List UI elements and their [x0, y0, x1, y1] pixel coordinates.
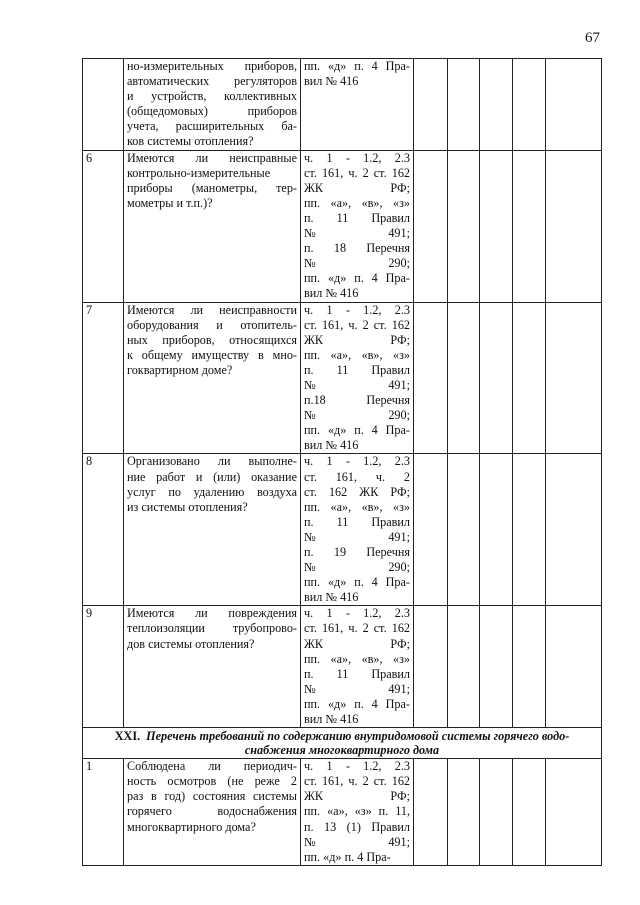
reference-line: пп. «а», «в», «з» — [304, 499, 410, 514]
reference-line: пп. «а», «в», «з» — [304, 651, 410, 666]
reference-line: пп. «д» п. 4 Пра- — [304, 696, 410, 711]
reference-line: ЖК РФ; — [304, 636, 410, 651]
empty-cell — [546, 759, 602, 866]
question-line: горячего водоснабжения — [127, 804, 297, 819]
question-line: Организовано ли выполне- — [127, 454, 297, 469]
reference-line: вил № 416 — [304, 712, 359, 727]
question-line: (общедомовых) приборов — [127, 104, 297, 119]
reference-line: п. 19 Перечня — [304, 545, 410, 559]
question-line: Имеются ли неисправные — [127, 150, 297, 165]
reference-line: ст. 161, ч. 2 ст. 162 — [304, 165, 410, 180]
question-line: многоквартирного дома? — [127, 819, 256, 834]
reference-line: ст. 161, ч. 2 ст. 162 — [304, 621, 410, 636]
reference-line: № 491; — [304, 377, 410, 392]
reference-line: п. 11 Правил — [304, 514, 410, 529]
empty-cell — [414, 59, 448, 151]
empty-cell — [546, 150, 602, 302]
empty-cell — [448, 759, 480, 866]
requirements-table — [82, 58, 602, 866]
requirement-question — [124, 59, 301, 151]
reference-line: пп. «д» п. 4 Пра- — [304, 575, 410, 590]
question-line: ков системы отопления? — [127, 134, 254, 149]
empty-cell — [448, 302, 480, 454]
empty-cell — [546, 302, 602, 454]
reference-line: п. 13 (1) Правил — [304, 819, 410, 834]
table-row — [83, 759, 602, 866]
question-line: учета, расширительных ба- — [127, 119, 297, 134]
reference-line: пп. «а», «в», «з» — [304, 195, 410, 210]
question-line: и устройств, коллективных — [127, 89, 297, 104]
empty-cell — [448, 59, 480, 151]
legal-references — [301, 302, 414, 454]
requirement-question — [124, 302, 301, 454]
empty-cell — [448, 606, 480, 728]
empty-cell — [414, 454, 448, 606]
empty-cell — [414, 606, 448, 728]
reference-line: ЖК РФ; — [304, 789, 410, 804]
question-line: ных приборов, относящихся — [127, 332, 297, 347]
requirement-question — [124, 606, 301, 728]
question-line: ность осмотров (не реже 2 — [127, 774, 297, 789]
legal-references — [301, 606, 414, 728]
question-line: теплоизоляции трубопрово- — [127, 621, 297, 636]
empty-cell — [513, 302, 546, 454]
row-number — [83, 59, 124, 151]
empty-cell — [513, 454, 546, 606]
reference-line: ч. 1 - 1.2, 2.3 — [304, 454, 410, 469]
section-title — [83, 728, 602, 759]
reference-line: ст. 162 ЖК РФ; — [304, 484, 410, 499]
table-row — [83, 150, 602, 302]
question-line: гоквартирном доме? — [127, 362, 233, 377]
reference-line: вил № 416 — [304, 438, 359, 453]
empty-cell — [480, 302, 513, 454]
section-title-line1: Перечень требований по содержанию внутридомовой системы горячего водо- — [146, 729, 570, 744]
question-line: к общему имуществу в мно- — [127, 347, 297, 362]
empty-cell — [448, 150, 480, 302]
reference-line: п. 11 Правил — [304, 210, 410, 225]
page-number: 67 — [585, 30, 600, 46]
section-header-row — [83, 728, 602, 759]
row-number: 6 — [83, 150, 124, 302]
reference-line: № 290; — [304, 256, 410, 271]
reference-line: № 290; — [304, 408, 410, 423]
row-number: 1 — [83, 759, 124, 866]
empty-cell — [546, 454, 602, 606]
row-number: 9 — [83, 606, 124, 728]
empty-cell — [414, 302, 448, 454]
reference-line: пп. «д» п. 4 Пра- — [304, 423, 410, 438]
empty-cell — [513, 59, 546, 151]
legal-references — [301, 150, 414, 302]
reference-line: ч. 1 - 1.2, 2.3 — [304, 150, 410, 165]
reference-line: № 491; — [304, 529, 410, 544]
reference-line: № 491; — [304, 226, 410, 241]
reference-line: ч. 1 - 1.2, 2.3 — [304, 759, 410, 774]
legal-references — [301, 454, 414, 606]
question-line: раз в год) состояния системы — [127, 789, 297, 804]
empty-cell — [480, 606, 513, 728]
table-row — [83, 606, 602, 728]
reference-line: п. 11 Правил — [304, 666, 410, 681]
question-line: ние работ и (или) оказание — [127, 469, 297, 484]
question-line: из системы отопления? — [127, 499, 248, 514]
question-line: приборы (манометры, тер- — [127, 180, 297, 195]
reference-line: вил № 416 — [304, 590, 359, 605]
question-line: контрольно-измерительные — [127, 165, 271, 180]
reference-line: пп. «д» п. 4 Пра- — [304, 849, 391, 864]
question-line: дов системы отопления? — [127, 636, 255, 651]
reference-line: ст. 161, ч. 2 ст. 162 — [304, 774, 410, 789]
empty-cell — [448, 454, 480, 606]
question-line: но-измерительных приборов, — [127, 59, 297, 73]
reference-line: ч. 1 - 1.2, 2.3 — [304, 606, 410, 621]
question-line: Имеются ли повреждения — [127, 606, 297, 621]
empty-cell — [480, 150, 513, 302]
question-line: автоматических регуляторов — [127, 74, 297, 89]
reference-line: п. 18 Перечня — [304, 241, 410, 256]
reference-line: ЖК РФ; — [304, 180, 410, 195]
reference-line: № 491; — [304, 834, 410, 849]
row-number: 7 — [83, 302, 124, 454]
reference-line: пп. «а», «в», «з» — [304, 347, 410, 362]
empty-cell — [480, 454, 513, 606]
empty-cell — [414, 150, 448, 302]
question-line: оборудования и отопитель- — [127, 317, 297, 332]
empty-cell — [480, 59, 513, 151]
empty-cell — [513, 150, 546, 302]
reference-line: п.18 Перечня — [304, 393, 410, 408]
empty-cell — [513, 606, 546, 728]
requirement-question — [124, 759, 301, 866]
requirement-question — [124, 150, 301, 302]
empty-cell — [480, 759, 513, 866]
question-line: Имеются ли неисправности — [127, 302, 297, 317]
reference-line: вил № 416 — [304, 286, 359, 301]
reference-line: № 491; — [304, 681, 410, 696]
reference-line: пп. «а», «з» п. 11, — [304, 804, 410, 819]
reference-line: № 290; — [304, 560, 410, 575]
reference-line: ЖК РФ; — [304, 332, 410, 347]
table-row — [83, 302, 602, 454]
empty-cell — [414, 759, 448, 866]
reference-line: пп. «д» п. 4 Пра- — [304, 271, 410, 286]
section-title-line2: снабжения многоквартирного дома — [244, 743, 440, 758]
legal-references — [301, 59, 414, 151]
empty-cell — [513, 759, 546, 866]
requirement-question — [124, 454, 301, 606]
row-number: 8 — [83, 454, 124, 606]
question-line: услуг по удалению воздуха — [127, 484, 297, 499]
reference-line: вил № 416 — [304, 74, 359, 89]
reference-line: ч. 1 - 1.2, 2.3 — [304, 302, 410, 317]
question-line: мометры и т.п.)? — [127, 195, 213, 210]
empty-cell — [546, 59, 602, 151]
reference-line: пп. «д» п. 4 Пра- — [304, 59, 410, 73]
reference-line: п. 11 Правил — [304, 362, 410, 377]
table-row — [83, 454, 602, 606]
empty-cell — [546, 606, 602, 728]
table-row — [83, 59, 602, 151]
reference-line: ст. 161, ч. 2 ст. 162 — [304, 317, 410, 332]
legal-references — [301, 759, 414, 866]
question-line: Соблюдена ли периодич- — [127, 759, 297, 774]
reference-line: ст. 161, ч. 2 — [304, 469, 410, 484]
section-number: XXI. — [114, 729, 141, 744]
